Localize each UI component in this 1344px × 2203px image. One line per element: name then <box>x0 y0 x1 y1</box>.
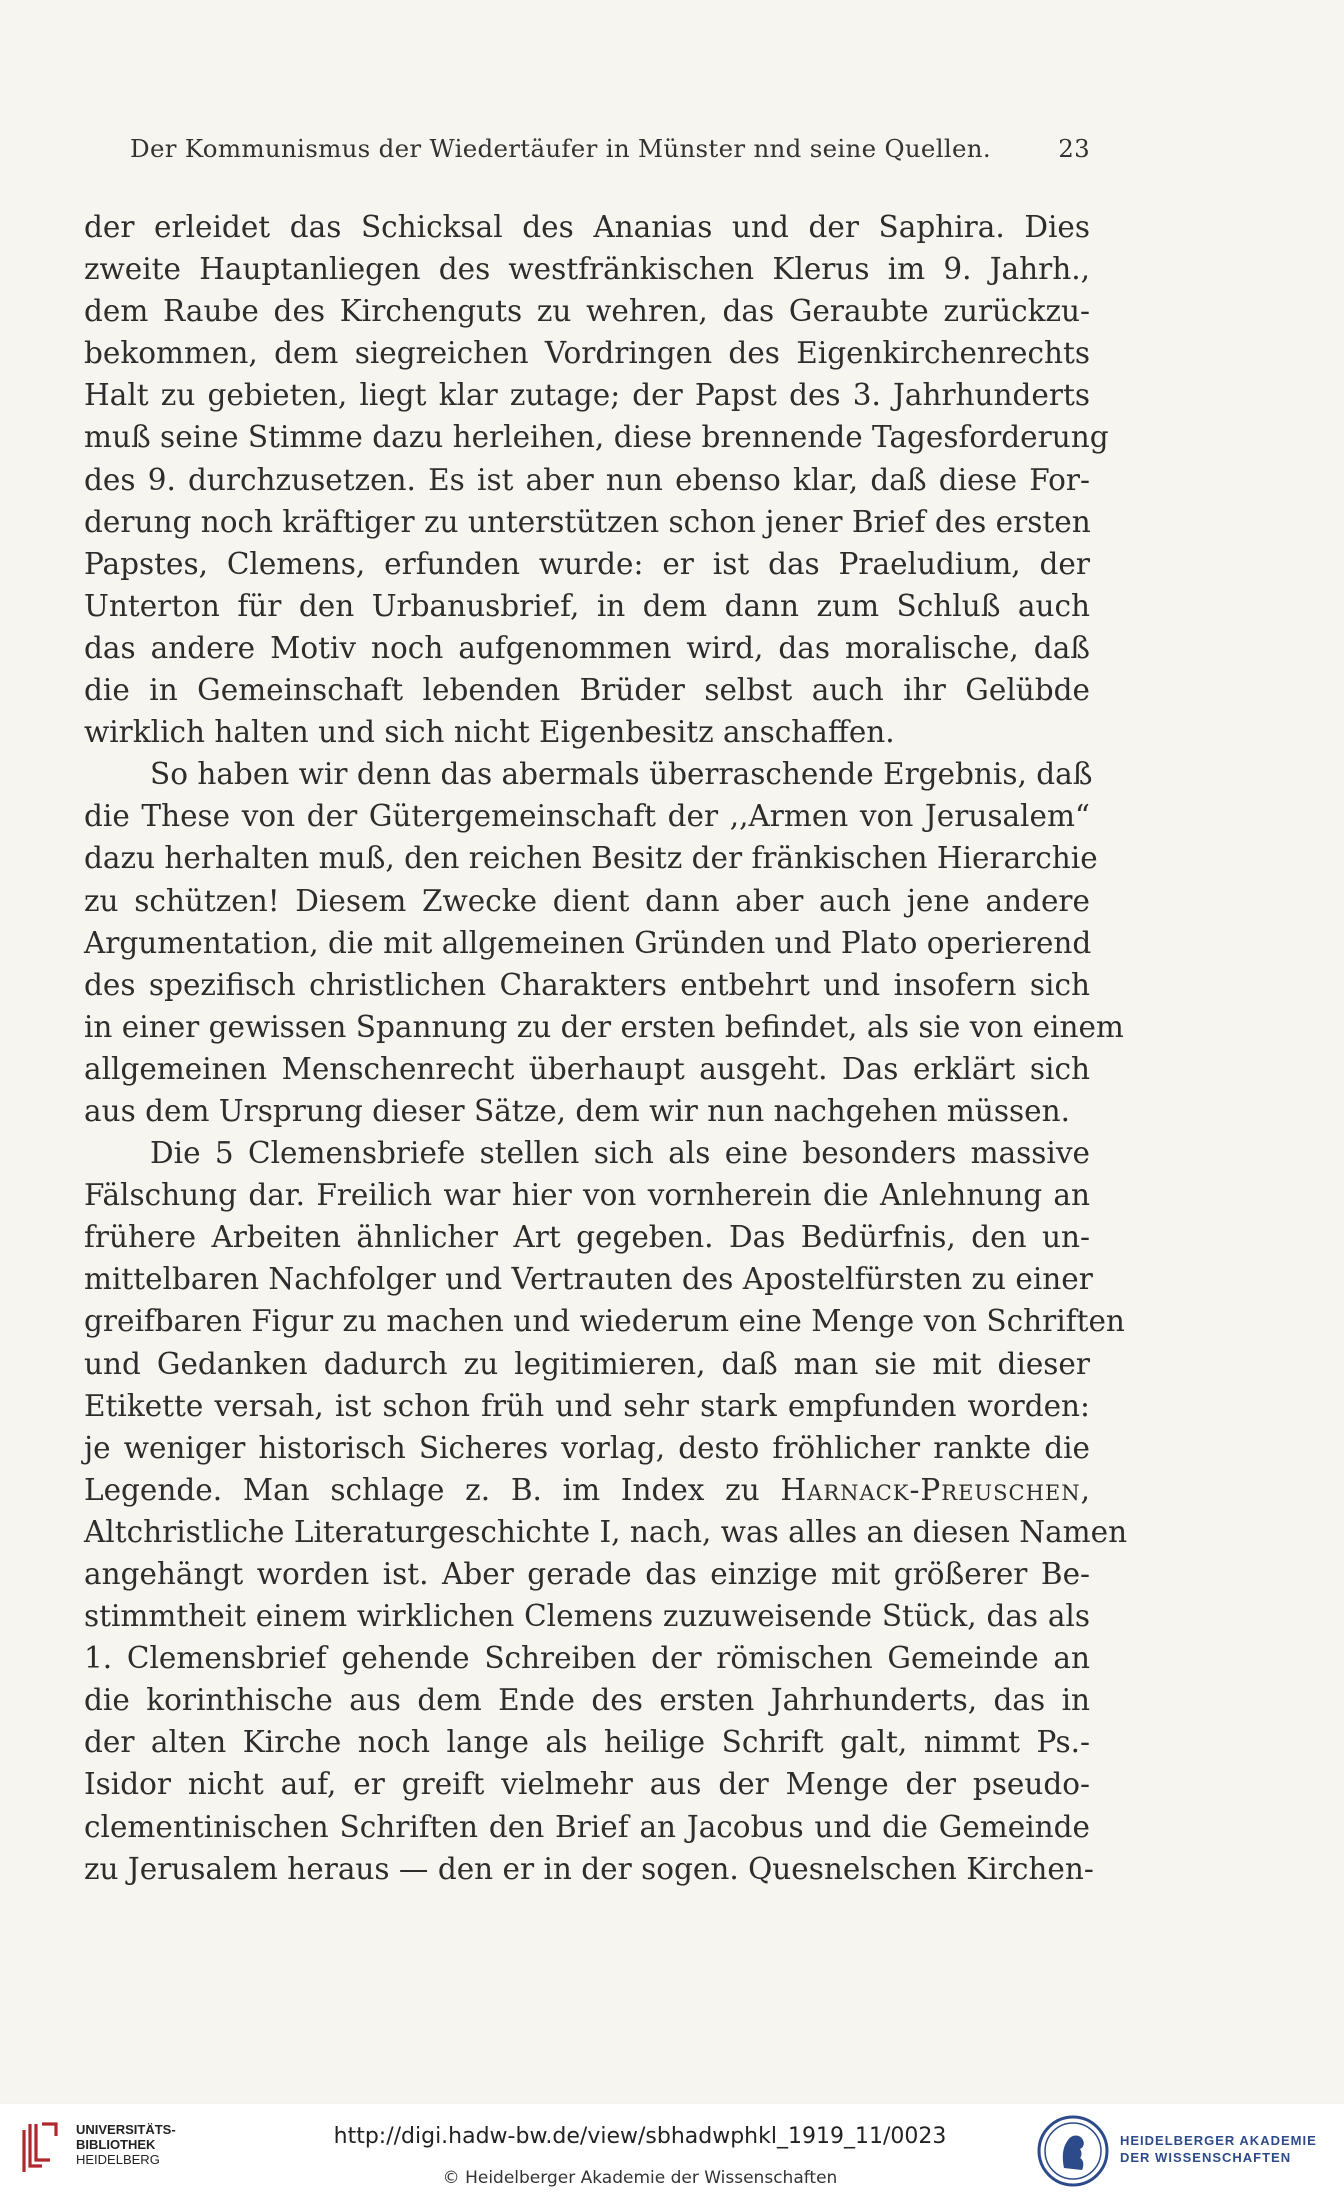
text-line: allgemeinen Menschenrecht überhaupt ausgeht. Das erklärt sich <box>84 1051 1090 1086</box>
text-line: mittelbaren Nachfolger und Vertrauten des Apostelfürsten zu einer <box>84 1262 1093 1297</box>
running-header <box>130 134 1090 163</box>
text-line: zu schützen! Diesem Zwecke dient dann aber auch jene andere <box>84 883 1090 918</box>
text-line: in einer gewissen Spannung zu der ersten befindet, als sie von einem <box>84 1009 1124 1044</box>
text-line: wirklich halten und sich nicht Eigenbesitz anschaffen. <box>84 715 895 750</box>
text-line: der alten Kirche noch lange als heilige Schrift galt, nimmt Ps.- <box>84 1725 1090 1760</box>
text-line: Argumentation, die mit allgemeinen Gründen und Plato operierend <box>84 925 1092 960</box>
text-line: die korinthische aus dem Ende des ersten Jahrhunderts, das in <box>84 1683 1090 1718</box>
permalink-url[interactable]: http://digi.hadw-bw.de/view/sbhadwphkl_1919_11/0023 <box>333 2124 947 2149</box>
text-line: Unterton für den Urbanusbrief, in dem dann zum Schluß auch <box>84 588 1090 623</box>
text-line: Isidor nicht auf, er greift vielmehr aus der Menge der pseudo- <box>84 1767 1090 1802</box>
text-line: Altchristliche Literaturgeschichte I, nach, was alles an diesen Namen <box>84 1514 1128 1549</box>
text-line: die in Gemeinschaft lebenden Brüder selbst auch ihr Gelübde <box>84 673 1090 708</box>
text-line: angehängt worden ist. Aber gerade das einzige mit größerer Be- <box>84 1557 1090 1591</box>
university-library-logo-icon <box>12 2116 72 2176</box>
text-line: Halt zu gebieten, liegt klar zutage; der Papst des 3. Jahrhunderts <box>84 378 1090 413</box>
text-line: das andere Motiv noch aufgenommen wird, das moralische, daß <box>84 630 1090 665</box>
text-segment: Legende. Man schlage z. B. im Index zu <box>84 1472 781 1507</box>
text-line: dem Raube des Kirchenguts zu wehren, das Geraubte zurückzu- <box>84 294 1090 329</box>
text-line: der erleidet das Schicksal des Ananias und der Saphira. Dies <box>84 210 1090 244</box>
text-line: frühere Arbeiten ähnlicher Art gegeben. Das Bedürfnis, den un- <box>84 1220 1090 1255</box>
copyright-notice: © Heidelberger Akademie der Wissenschaften <box>442 2168 838 2188</box>
body-text <box>84 206 1128 1890</box>
text-line: je weniger historisch Sicheres vorlag, desto fröhlicher rankte die <box>84 1430 1090 1465</box>
running-title: Der Kommunismus der Wiedertäufer in Münster nnd seine Quellen. <box>130 134 991 163</box>
text-line: dazu herhalten muß, den reichen Besitz der fränkischen Hierarchie <box>84 841 1098 876</box>
text-line: Die 5 Clemensbriefe stellen sich als eine besonders massive <box>150 1136 1090 1171</box>
academy-name: HEIDELBERGER AKADEMIE DER WISSENSCHAFTEN <box>1120 2133 1317 2165</box>
text-line: So haben wir denn das abermals überraschende Ergebnis, daß <box>150 757 1093 792</box>
text-line: zweite Hauptanliegen des westfränkischen Klerus im 9. Jahrh., <box>84 252 1090 287</box>
text-line: die These von der Gütergemeinschaft der ,,Armen von Jerusalem“ <box>84 799 1090 834</box>
page-number: 23 <box>1058 134 1090 163</box>
text-line <box>84 1469 1090 1511</box>
text-line: derung noch kräftiger zu unterstützen schon jener Brief des ersten <box>84 504 1091 539</box>
text-line: des spezifisch christlichen Charakters entbehrt und insofern sich <box>84 967 1090 1002</box>
author-names-small-caps: Harnack-Preuschen <box>780 1472 1081 1507</box>
text-line: Etikette versah, ist schon früh und sehr stark empfunden worden: <box>84 1388 1090 1423</box>
text-line: greifbaren Figur zu machen und wiederum eine Menge von Schriften <box>84 1304 1125 1339</box>
footer-bar <box>0 2104 1344 2203</box>
academy-seal-icon <box>1036 2114 1110 2188</box>
text-line: stimmtheit einem wirklichen Clemens zuzuweisende Stück, das als <box>84 1599 1090 1634</box>
text-line: clementinischen Schriften den Brief an Jacobus und die Gemeinde <box>84 1809 1090 1844</box>
text-line: 1. Clemensbrief gehende Schreiben der römischen Gemeinde an <box>84 1641 1090 1676</box>
library-name: UNIVERSITÄTS- BIBLIOTHEK HEIDELBERG <box>76 2122 176 2167</box>
text-line: Fälschung dar. Freilich war hier von vornherein die Anlehnung an <box>84 1178 1090 1213</box>
text-segment: , <box>1080 1472 1090 1507</box>
text-line: bekommen, dem siegreichen Vordringen des Eigenkirchenrechts <box>84 336 1090 371</box>
text-line: Papstes, Clemens, erfunden wurde: er ist das Praeludium, der <box>84 546 1090 581</box>
text-line: aus dem Ursprung dieser Sätze, dem wir nun nachgehen müssen. <box>84 1093 1071 1128</box>
text-line: und Gedanken dadurch zu legitimieren, daß man sie mit dieser <box>84 1346 1090 1381</box>
text-line: des 9. durchzusetzen. Es ist aber nun ebenso klar, daß diese For- <box>84 462 1090 497</box>
text-line: muß seine Stimme dazu herleihen, diese brennende Tagesforderung <box>84 420 1109 455</box>
text-line: zu Jerusalem heraus — den er in der sogen. Quesnelschen Kirchen- <box>84 1851 1094 1886</box>
